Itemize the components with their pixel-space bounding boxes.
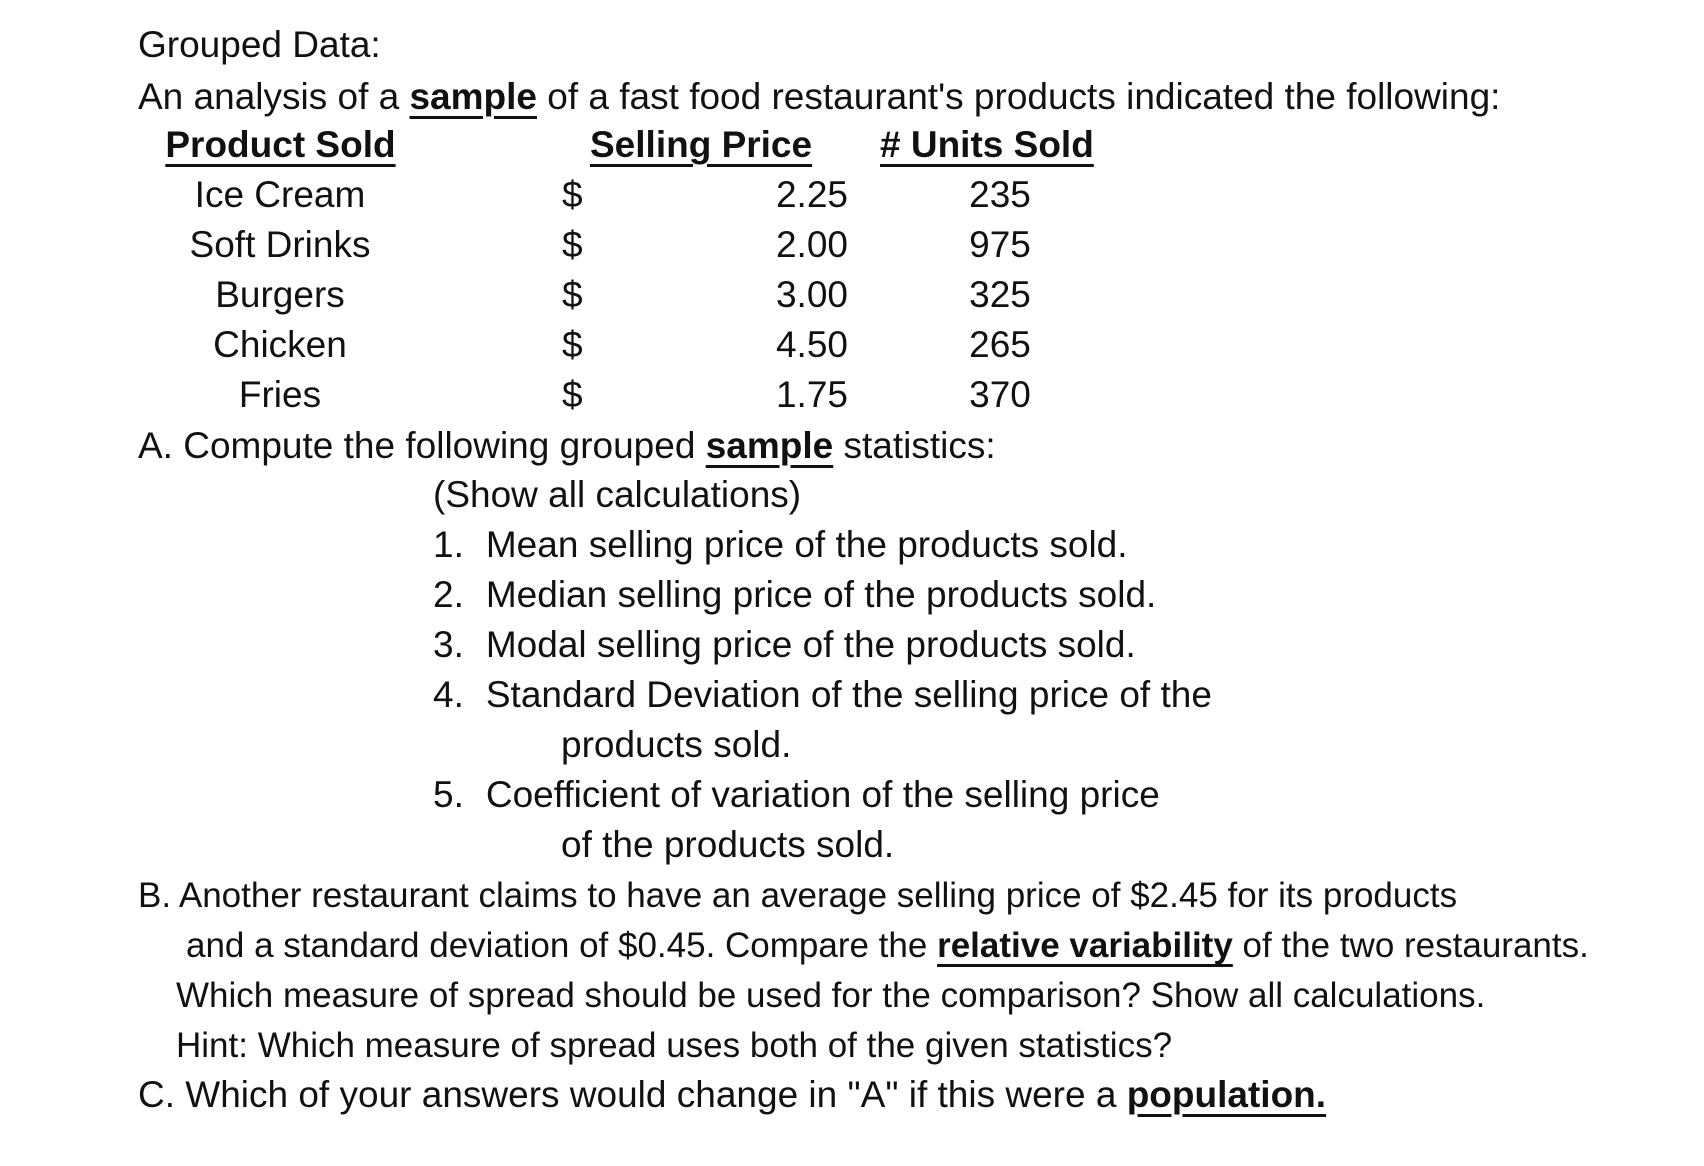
units-sold: 370 xyxy=(969,374,1031,415)
part-c-question xyxy=(138,1076,1326,1113)
product-name: Soft Drinks xyxy=(189,224,371,265)
list-item xyxy=(433,676,1212,713)
part-b-line-2 xyxy=(186,928,1589,963)
list-item-text: Modal selling price of the products sold. xyxy=(485,624,1136,665)
product-name: Chicken xyxy=(213,324,347,365)
header-selling-price: Selling Price xyxy=(590,124,813,165)
currency-symbol: $ xyxy=(562,274,583,315)
currency-symbol: $ xyxy=(562,374,583,415)
selling-price: 3.00 xyxy=(775,274,848,315)
part-b-line-1: B. Another restaurant claims to have an average selling price of $2.45 for its products xyxy=(138,876,1458,915)
list-item xyxy=(433,626,1136,663)
list-item xyxy=(433,776,1160,813)
product-name: Burgers xyxy=(215,274,345,315)
intro-text-after: of a fast food restaurant's products indicated the following: xyxy=(537,76,1501,117)
list-item-text: Mean selling price of the products sold. xyxy=(485,524,1128,565)
part-b-text-before: and a standard deviation of $0.45. Compare the xyxy=(186,926,938,965)
list-item-number: 4. xyxy=(433,674,464,715)
units-sold: 265 xyxy=(969,324,1031,365)
header-product-sold: Product Sold xyxy=(165,124,396,165)
intro-text-before: An analysis of a xyxy=(138,76,410,117)
part-b-line-3: Which measure of spread should be used for the comparison? Show all calculations. xyxy=(176,976,1486,1015)
part-a-note: (Show all calculations) xyxy=(433,474,802,515)
list-item-number: 5. xyxy=(433,774,464,815)
part-a-text-before: A. Compute the following grouped xyxy=(138,425,706,466)
product-name: Fries xyxy=(238,374,322,415)
currency-symbol: $ xyxy=(562,224,583,265)
list-item xyxy=(433,526,1128,563)
list-item-text: Coefficient of variation of the selling price xyxy=(485,774,1160,815)
selling-price: 2.25 xyxy=(775,174,848,215)
units-sold: 325 xyxy=(969,274,1031,315)
list-item-text: Standard Deviation of the selling price of the xyxy=(485,674,1212,715)
header-units-sold: # Units Sold xyxy=(880,124,1094,165)
part-b-emphasis-relative-variability: relative variability xyxy=(937,926,1233,965)
product-name: Ice Cream xyxy=(194,174,366,215)
intro-sentence xyxy=(138,78,1500,115)
part-a-emphasis-sample: sample xyxy=(705,425,834,466)
list-item-continuation: of the products sold. xyxy=(561,824,895,865)
list-item-continuation: products sold. xyxy=(561,724,792,765)
part-a-heading xyxy=(138,427,996,464)
list-item-number: 3. xyxy=(433,624,464,665)
list-item-number: 2. xyxy=(433,574,464,615)
list-item xyxy=(433,576,1156,613)
selling-price: 4.50 xyxy=(775,324,848,365)
units-sold: 975 xyxy=(969,224,1031,265)
currency-symbol: $ xyxy=(562,324,583,365)
list-item-number: 1. xyxy=(433,524,464,565)
part-a-text-after: statistics: xyxy=(833,425,996,466)
part-b-line-4: Hint: Which measure of spread uses both of the given statistics? xyxy=(176,1026,1173,1065)
list-item-text: Median selling price of the products sold. xyxy=(485,574,1157,615)
intro-emphasis-sample: sample xyxy=(409,76,537,117)
currency-symbol: $ xyxy=(562,174,583,215)
part-c-emphasis-population: population. xyxy=(1126,1074,1327,1115)
part-b-text-after: of the two restaurants. xyxy=(1232,926,1589,965)
selling-price: 2.00 xyxy=(775,224,848,265)
selling-price: 1.75 xyxy=(775,374,848,415)
units-sold: 235 xyxy=(969,174,1031,215)
page-title: Grouped Data: xyxy=(138,24,381,65)
part-c-text-before: C. Which of your answers would change in "A" if this were a xyxy=(138,1074,1127,1115)
